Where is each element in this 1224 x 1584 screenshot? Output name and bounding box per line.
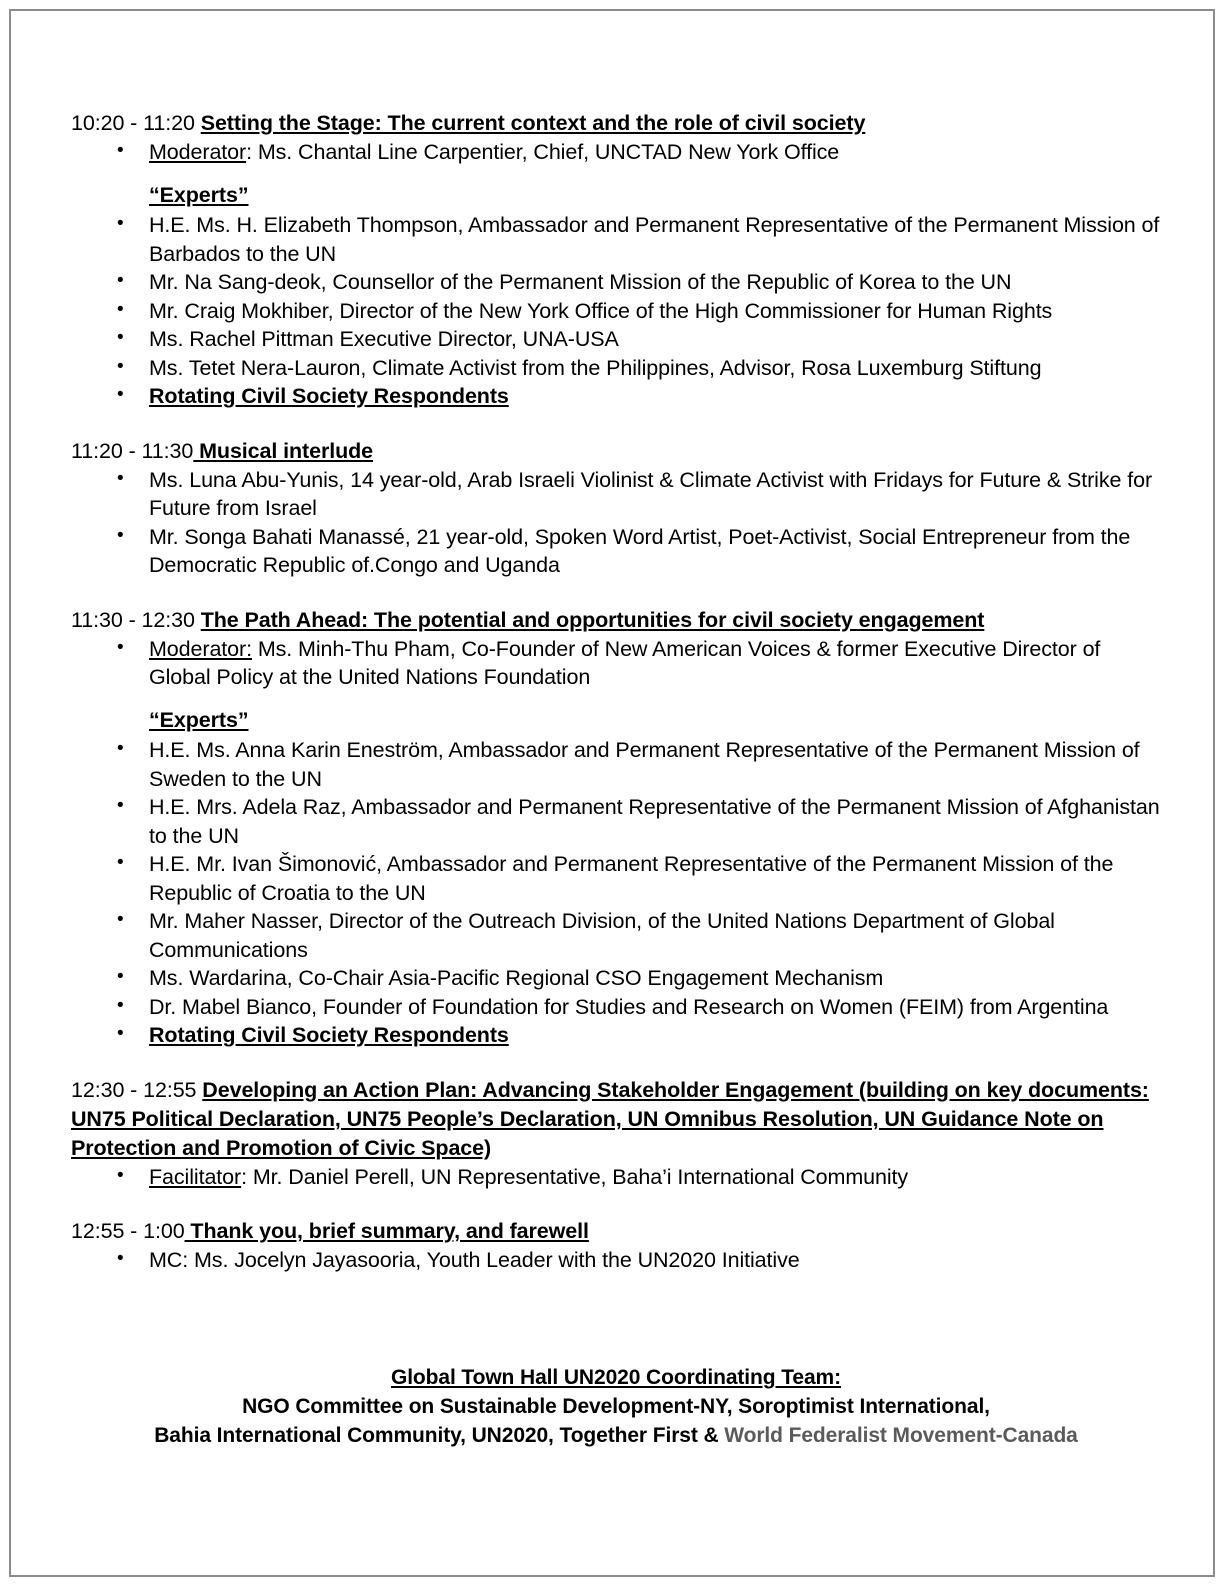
footer-line-3 (71, 1421, 1161, 1450)
mc-entry: MC: Ms. Jocelyn Jayasooria, Youth Leader with the UN2020 Initiative (149, 1248, 800, 1272)
experts-label: “Experts” (149, 182, 249, 207)
experts-label: “Experts” (149, 707, 249, 732)
session-4-title: Developing an Action Plan: Advancing Stakeholder Engagement (building on key documents: UN75 Political Declaration, UN75 People’s Declaration, UN Omnibus Resolution, UN Guidance Note on Protection and Promotion of Civic Space) (71, 1077, 1149, 1160)
expert-entry: H.E. Mrs. Adela Raz, Ambassador and Permanent Representative of the Permanent Mission of Afghanistan to the UN (149, 795, 1160, 848)
facilitator-detail: : Mr. Daniel Perell, UN Representative, Baha’i International Community (241, 1164, 909, 1189)
session-3-heading (71, 606, 1161, 635)
session-1-experts-label-row (71, 181, 1161, 210)
list-item (71, 354, 1161, 383)
session-1-time: 10:20 - 11:20 (71, 111, 201, 135)
rotating-respondents: Rotating Civil Society Respondents (149, 384, 509, 408)
session-block-5 (71, 1217, 1161, 1275)
session-2-title: Musical interlude (193, 438, 374, 463)
list-item (71, 736, 1161, 793)
session-3-list (71, 635, 1161, 692)
expert-entry: H.E. Mr. Ivan Šimonović, Ambassador and Permanent Representative of the Permanent Mission of the Republic of Croatia to the UN (149, 852, 1114, 905)
list-item (71, 268, 1161, 297)
list-item (71, 1163, 1161, 1192)
facilitator-label: Facilitator (149, 1164, 242, 1189)
expert-entry: H.E. Ms. H. Elizabeth Thompson, Ambassador and Permanent Representative of the Permanent Mission of Barbados to the UN (149, 213, 1160, 266)
list-item (71, 1246, 1161, 1275)
spacer (71, 1050, 1161, 1076)
footer-line-3b: World Federalist Movement-Canada (724, 1424, 1078, 1447)
session-5-title: Thank you, brief summary, and farewell (184, 1219, 589, 1243)
footer-line-1: Global Town Hall UN2020 Coordinating Team: (390, 1366, 842, 1389)
session-3-experts-label-row (71, 706, 1161, 735)
list-item (71, 523, 1161, 580)
session-block-4 (71, 1076, 1161, 1192)
list-item (71, 138, 1161, 167)
session-1-experts-list (71, 211, 1161, 411)
expert-entry: Dr. Mabel Bianco, Founder of Foundation for Studies and Research on Women (FEIM) from Argentina (149, 994, 1109, 1019)
list-item (71, 382, 1161, 411)
list-item (71, 964, 1161, 993)
moderator-label: Moderator: (149, 636, 252, 661)
list-item (71, 907, 1161, 964)
list-item (71, 793, 1161, 850)
expert-entry: Mr. Maher Nasser, Director of the Outreach Division, of the United Nations Department of Global Communications (149, 909, 1055, 962)
session-4-list (71, 1163, 1161, 1192)
session-3-title: The Path Ahead: The potential and opportunities for civil society engagement (200, 607, 985, 632)
spacer (71, 580, 1161, 606)
session-5-time: 12:55 - 1:00 (71, 1219, 185, 1243)
session-block-1 (71, 109, 1161, 411)
expert-entry: Mr. Craig Mokhiber, Director of the New York Office of the High Commissioner for Human Rights (149, 298, 1053, 323)
session-2-time: 11:20 - 11:30 (71, 438, 194, 463)
session-5-list (71, 1246, 1161, 1275)
coordinating-team-footer (71, 1363, 1161, 1450)
expert-entry: Mr. Na Sang-deok, Counsellor of the Permanent Mission of the Republic of Korea to the UN (149, 270, 1012, 294)
session-4-heading (71, 1076, 1161, 1163)
moderator-label: Moderator (149, 140, 247, 164)
expert-entry: Ms. Wardarina, Co-Chair Asia-Pacific Regional CSO Engagement Mechanism (149, 966, 884, 990)
session-block-2 (71, 437, 1161, 580)
spacer (71, 411, 1161, 437)
session-2-heading (71, 437, 1161, 466)
session-3-time: 11:30 - 12:30 (71, 607, 201, 632)
session-1-heading (71, 109, 1161, 138)
list-item (71, 850, 1161, 907)
list-item (71, 297, 1161, 326)
expert-entry: Ms. Rachel Pittman Executive Director, UNA-USA (149, 327, 619, 351)
list-item (71, 211, 1161, 268)
performer-entry: Ms. Luna Abu-Yunis, 14 year-old, Arab Israeli Violinist & Climate Activist with Fridays for Future & Strike for Future from Israel (149, 467, 1153, 520)
footer-line-2: NGO Committee on Sustainable Development-NY, Soroptimist International, (242, 1395, 990, 1418)
list-item (71, 466, 1161, 523)
session-5-heading (71, 1217, 1161, 1246)
agenda-content (71, 109, 1161, 1275)
expert-entry: H.E. Ms. Anna Karin Eneström, Ambassador and Permanent Representative of the Permanent Mission of Sweden to the UN (149, 738, 1140, 791)
session-block-3 (71, 606, 1161, 1050)
session-3-experts-list (71, 736, 1161, 1050)
list-item (71, 1021, 1161, 1050)
list-item (71, 325, 1161, 354)
list-item (71, 993, 1161, 1022)
session-1-list (71, 138, 1161, 167)
session-2-list (71, 466, 1161, 580)
moderator-detail: Ms. Minh-Thu Pham, Co-Founder of New American Voices & former Executive Director of Global Policy at the United Nations Foundation (149, 636, 1101, 689)
expert-entry: Ms. Tetet Nera-Lauron, Climate Activist from the Philippines, Advisor, Rosa Luxemburg Stiftung (149, 355, 1042, 380)
session-4-time: 12:30 - 12:55 (71, 1077, 203, 1102)
session-1-title: Setting the Stage: The current context and the role of civil society (200, 111, 866, 135)
spacer (71, 1191, 1161, 1217)
list-item (71, 635, 1161, 692)
moderator-detail: : Ms. Chantal Line Carpentier, Chief, UNCTAD New York Office (246, 140, 840, 164)
footer-line-3a: Bahia International Community, UN2020, Together First & (154, 1424, 725, 1447)
document-page (9, 9, 1215, 1577)
performer-entry: Mr. Songa Bahati Manassé, 21 year-old, Spoken Word Artist, Poet-Activist, Social Entrepreneur from the Democratic Republic of.Congo and Uganda (149, 524, 1131, 577)
rotating-respondents: Rotating Civil Society Respondents (149, 1023, 509, 1047)
